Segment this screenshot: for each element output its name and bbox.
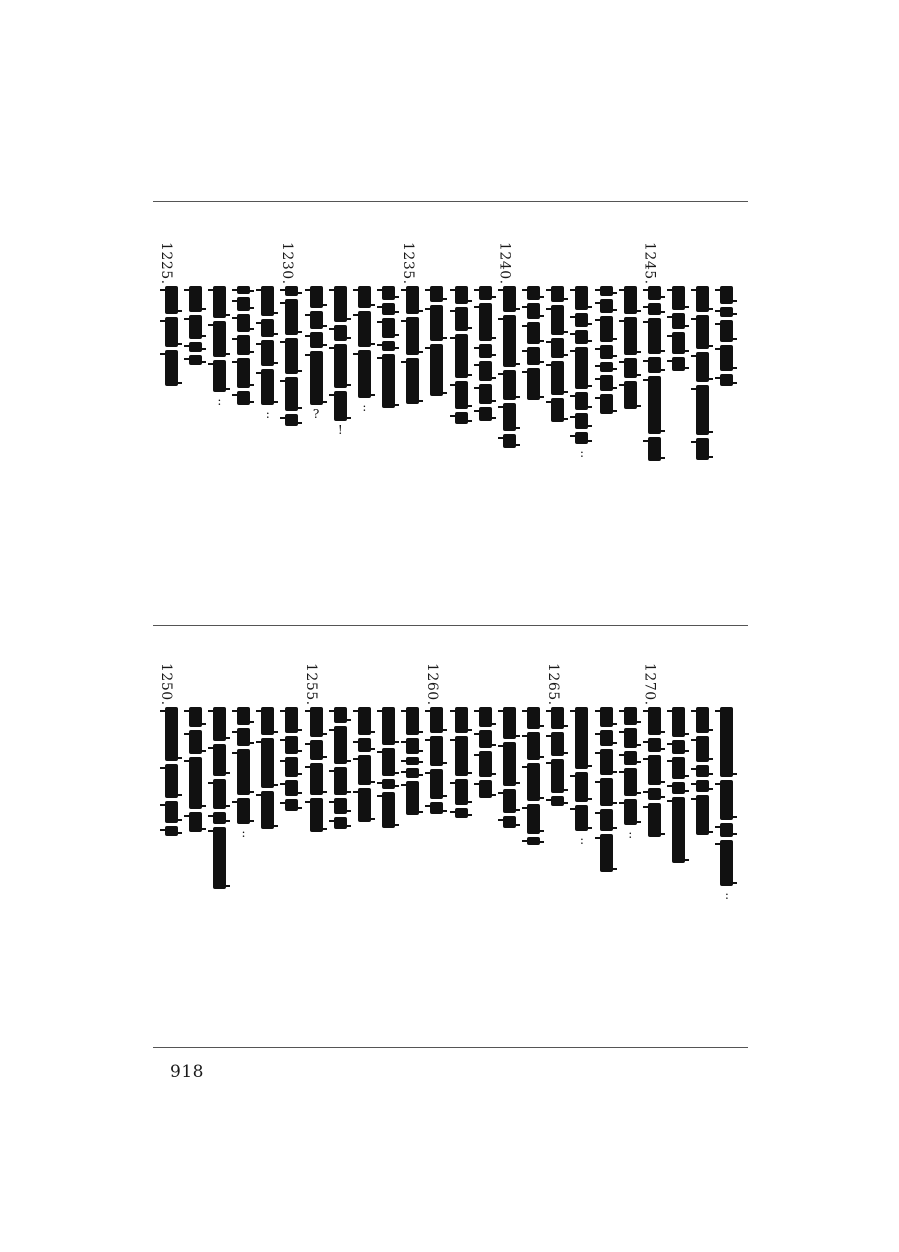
- script-word: [213, 744, 226, 776]
- script-word: [285, 377, 298, 411]
- script-word: [237, 286, 250, 294]
- script-word: [430, 707, 443, 733]
- script-word: [213, 827, 226, 889]
- script-word: [310, 286, 323, 308]
- script-word: [624, 728, 637, 748]
- script-word: [551, 361, 564, 395]
- script-word: [213, 321, 226, 357]
- script-word: [358, 350, 371, 398]
- script-word: [600, 394, 613, 414]
- script-word: [479, 286, 492, 300]
- script-word: [551, 732, 564, 756]
- line-number: 1265.: [544, 663, 561, 706]
- script-word: [455, 381, 468, 409]
- script-word: [624, 317, 637, 355]
- script-word: [213, 286, 226, 318]
- script-word: [382, 792, 395, 828]
- script-word: [261, 340, 274, 366]
- script-word: [334, 344, 347, 388]
- middle-rule: [153, 625, 748, 626]
- bottom-rule: [153, 1047, 748, 1048]
- script-word: [430, 286, 443, 302]
- script-word: [527, 804, 540, 834]
- script-word: [600, 707, 613, 727]
- script-word: [696, 736, 709, 762]
- script-word: [310, 763, 323, 795]
- script-word: [503, 816, 516, 828]
- script-word: [720, 780, 733, 820]
- line-number: 1270.: [641, 663, 658, 706]
- script-word: [237, 314, 250, 332]
- script-word: [334, 817, 347, 829]
- script-word: [358, 707, 371, 735]
- script-word: [479, 707, 492, 727]
- script-word: [455, 808, 468, 818]
- script-word: [600, 316, 613, 342]
- script-word: [648, 376, 661, 434]
- script-word: [479, 303, 492, 341]
- script-word: [406, 707, 419, 735]
- script-word: [503, 742, 516, 786]
- script-word: [455, 736, 468, 776]
- script-word: [189, 812, 202, 832]
- script-word: [165, 707, 178, 761]
- script-word: [382, 286, 395, 300]
- script-word: [406, 738, 419, 754]
- script-word: [455, 286, 468, 304]
- script-word: [430, 305, 443, 341]
- script-word: [696, 315, 709, 349]
- script-word: [672, 740, 685, 754]
- punctuation-mark: :: [217, 394, 222, 408]
- script-word: [696, 438, 709, 460]
- script-word: [165, 764, 178, 798]
- script-word: [600, 299, 613, 313]
- script-word: [575, 772, 588, 802]
- script-word: [527, 732, 540, 760]
- script-word: [600, 749, 613, 775]
- script-word: [672, 332, 685, 354]
- script-word: [455, 412, 468, 424]
- script-word: [672, 757, 685, 779]
- script-word: [720, 840, 733, 886]
- script-word: [672, 313, 685, 329]
- script-word: [720, 823, 733, 837]
- script-word: [189, 757, 202, 809]
- line-number: 1230.: [278, 242, 295, 285]
- script-word: [165, 286, 178, 314]
- line-number: 1240.: [496, 242, 513, 285]
- script-word: [527, 303, 540, 319]
- script-word: [624, 381, 637, 409]
- script-word: [600, 778, 613, 806]
- script-word: [310, 740, 323, 760]
- script-word: [575, 413, 588, 429]
- script-word: [382, 707, 395, 745]
- script-word: [261, 286, 274, 316]
- script-word: [382, 748, 395, 776]
- script-word: [672, 286, 685, 310]
- script-word: [310, 351, 323, 405]
- script-word: [672, 357, 685, 371]
- script-word: [696, 795, 709, 835]
- script-word: [334, 767, 347, 795]
- script-word: [334, 726, 347, 764]
- script-word: [310, 798, 323, 832]
- script-word: [189, 707, 202, 727]
- script-word: [575, 392, 588, 410]
- script-word: [551, 286, 564, 302]
- script-word: [261, 738, 274, 788]
- script-word: [648, 755, 661, 785]
- script-word: [165, 801, 178, 823]
- script-word: [237, 728, 250, 746]
- script-word: [358, 788, 371, 822]
- script-word: [600, 286, 613, 296]
- line-number: 1225.: [158, 242, 175, 285]
- script-word: [430, 802, 443, 814]
- script-word: [430, 769, 443, 799]
- script-word: [551, 759, 564, 793]
- script-word: [285, 338, 298, 374]
- script-word: [720, 320, 733, 342]
- script-word: [648, 788, 661, 800]
- script-word: [624, 751, 637, 765]
- script-word: [430, 736, 443, 766]
- punctuation-mark: !: [337, 423, 343, 437]
- script-word: [503, 434, 516, 448]
- page-number: 918: [170, 1062, 204, 1082]
- script-word: [189, 286, 202, 312]
- script-word: [672, 707, 685, 737]
- script-word: [406, 358, 419, 404]
- script-word: [479, 384, 492, 404]
- script-word: [165, 317, 178, 347]
- script-word: [696, 707, 709, 733]
- script-word: [624, 358, 637, 378]
- script-word: [406, 768, 419, 778]
- punctuation-mark: :: [241, 826, 246, 840]
- script-word: [334, 325, 347, 341]
- script-word: [720, 345, 733, 371]
- script-word: [455, 307, 468, 331]
- script-word: [479, 361, 492, 381]
- script-word: [527, 763, 540, 801]
- script-word: [165, 350, 178, 386]
- script-word: [455, 707, 468, 733]
- line-number: 1235.: [399, 242, 416, 285]
- script-word: [382, 354, 395, 408]
- script-word: [237, 335, 250, 355]
- script-word: [310, 332, 323, 348]
- punctuation-mark: :: [724, 888, 729, 902]
- lower-text-block: [160, 663, 740, 983]
- script-word: [672, 782, 685, 794]
- script-word: [455, 779, 468, 805]
- script-word: [503, 789, 516, 813]
- script-word: [575, 313, 588, 327]
- line-number: 1250.: [158, 663, 175, 706]
- script-word: [382, 779, 395, 789]
- script-word: [720, 374, 733, 386]
- script-word: [165, 826, 178, 836]
- punctuation-mark: :: [579, 446, 584, 460]
- script-word: [503, 315, 516, 367]
- script-word: [527, 322, 540, 344]
- script-word: [213, 707, 226, 741]
- script-word: [527, 707, 540, 729]
- script-word: [600, 809, 613, 831]
- script-word: [648, 303, 661, 315]
- script-word: [189, 730, 202, 754]
- script-word: [261, 707, 274, 735]
- script-word: [382, 341, 395, 351]
- upper-text-block: [160, 242, 740, 572]
- script-word: [237, 358, 250, 388]
- script-word: [648, 707, 661, 735]
- script-word: [285, 736, 298, 754]
- script-word: [720, 707, 733, 777]
- script-word: [334, 707, 347, 723]
- script-word: [261, 319, 274, 337]
- script-word: [575, 330, 588, 344]
- script-word: [527, 837, 540, 845]
- script-word: [696, 765, 709, 777]
- script-word: [624, 768, 637, 796]
- script-word: [575, 347, 588, 389]
- script-word: [237, 391, 250, 405]
- punctuation-mark: :: [362, 400, 367, 414]
- script-word: [479, 780, 492, 798]
- script-word: [285, 707, 298, 733]
- script-word: [382, 318, 395, 338]
- script-word: [189, 315, 202, 339]
- script-word: [310, 311, 323, 329]
- line-number: 1255.: [303, 663, 320, 706]
- line-number: 1260.: [423, 663, 440, 706]
- script-word: [600, 345, 613, 359]
- script-word: [551, 398, 564, 422]
- script-word: [551, 338, 564, 358]
- script-word: [600, 730, 613, 746]
- script-word: [575, 432, 588, 444]
- script-word: [696, 385, 709, 435]
- punctuation-mark: ?: [312, 407, 320, 421]
- script-word: [406, 781, 419, 815]
- script-word: [600, 834, 613, 872]
- script-word: [672, 797, 685, 863]
- script-word: [503, 370, 516, 400]
- script-word: [503, 403, 516, 431]
- script-word: [624, 799, 637, 825]
- script-word: [479, 730, 492, 748]
- script-word: [648, 357, 661, 373]
- script-word: [600, 375, 613, 391]
- script-word: [479, 751, 492, 777]
- line-number: 1245.: [641, 242, 658, 285]
- script-word: [358, 311, 371, 347]
- script-word: [310, 707, 323, 737]
- top-rule: [153, 201, 748, 202]
- script-word: [648, 318, 661, 354]
- script-word: [648, 803, 661, 837]
- script-word: [358, 755, 371, 785]
- punctuation-mark: :: [628, 827, 633, 841]
- script-word: [455, 334, 468, 378]
- script-word: [720, 307, 733, 317]
- script-word: [285, 799, 298, 811]
- script-word: [406, 317, 419, 355]
- script-word: [527, 347, 540, 365]
- script-word: [334, 286, 347, 322]
- script-word: [189, 342, 202, 352]
- script-word: [575, 707, 588, 769]
- script-word: [648, 738, 661, 752]
- script-word: [527, 286, 540, 300]
- script-word: [261, 791, 274, 829]
- script-word: [358, 738, 371, 752]
- script-word: [237, 798, 250, 824]
- script-word: [358, 286, 371, 308]
- script-word: [430, 344, 443, 396]
- script-word: [696, 286, 709, 312]
- script-word: [382, 303, 395, 315]
- script-word: [237, 297, 250, 311]
- script-word: [551, 305, 564, 335]
- script-word: [696, 780, 709, 792]
- script-word: [479, 407, 492, 421]
- script-word: [285, 414, 298, 426]
- script-word: [237, 707, 250, 725]
- script-word: [334, 798, 347, 814]
- script-word: [189, 355, 202, 365]
- script-word: [213, 812, 226, 824]
- script-word: [406, 286, 419, 314]
- script-word: [551, 707, 564, 729]
- script-word: [600, 362, 613, 372]
- script-word: [648, 286, 661, 300]
- script-word: [285, 286, 298, 296]
- script-word: [648, 437, 661, 461]
- punctuation-mark: :: [265, 407, 270, 421]
- script-word: [285, 299, 298, 335]
- punctuation-mark: :: [579, 833, 584, 847]
- script-word: [213, 779, 226, 809]
- script-word: [479, 344, 492, 358]
- script-word: [261, 369, 274, 405]
- script-word: [237, 749, 250, 795]
- script-word: [624, 707, 637, 725]
- script-word: [624, 286, 637, 314]
- script-word: [285, 780, 298, 796]
- script-word: [285, 757, 298, 777]
- script-word: [551, 796, 564, 806]
- script-word: [503, 286, 516, 312]
- script-word: [527, 368, 540, 400]
- script-word: [575, 286, 588, 310]
- script-word: [334, 391, 347, 421]
- script-word: [696, 352, 709, 382]
- script-word: [503, 707, 516, 739]
- script-word: [575, 805, 588, 831]
- script-word: [213, 360, 226, 392]
- script-word: [406, 757, 419, 765]
- script-word: [720, 286, 733, 304]
